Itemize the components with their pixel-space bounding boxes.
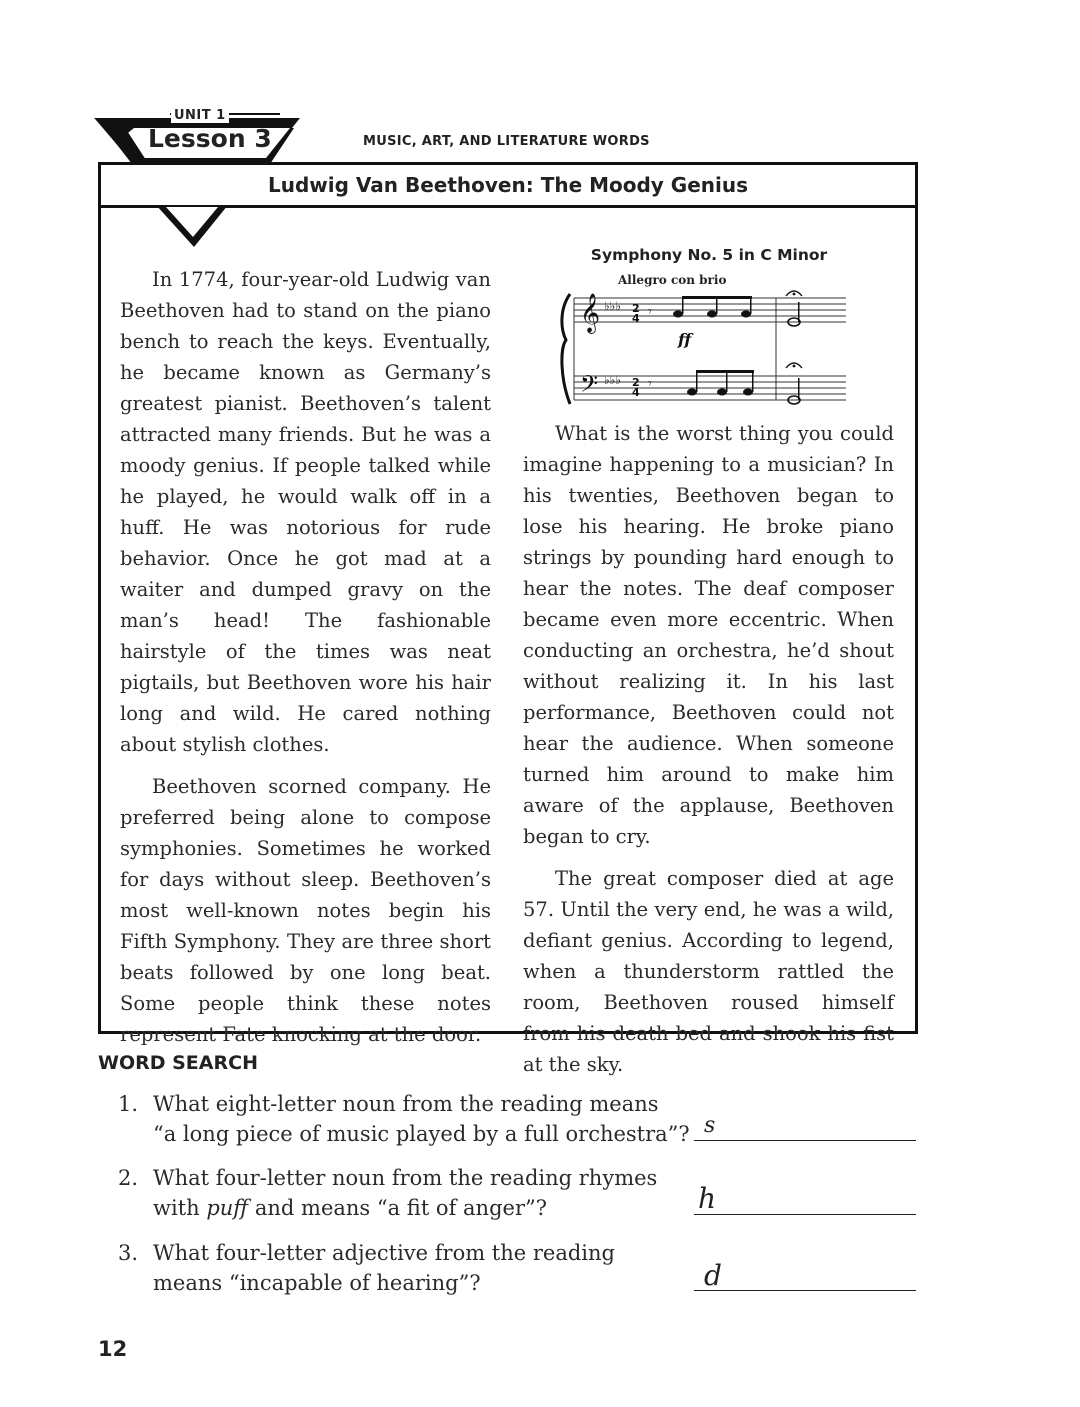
question-number: 1. <box>117 1092 138 1116</box>
question-1 <box>153 1089 716 1149</box>
svg-text:♭♭♭: ♭♭♭ <box>604 299 621 313</box>
music-score <box>560 288 850 410</box>
svg-text:♭♭♭: ♭♭♭ <box>604 373 621 387</box>
answer-hint: d <box>704 1259 722 1292</box>
question-line: “a long piece of music played by a full orchestra”? <box>153 1122 690 1146</box>
treble-clef-icon: 𝄞 <box>580 293 601 333</box>
paragraph: What is the worst thing you could imagine happening to a musician? In his twenties, Beethoven began to lose his hearing. He broke piano strings by pounding hard enough to hear the notes. The deaf composer became even more eccentric. When conducting an orchestra, he’d shout without realizing it. In his last performance, Beethoven could not hear the audience. When someone turned him around to make him aware of the applause, Beethoven began to cry. <box>523 422 894 848</box>
answer-hint: h <box>698 1182 717 1215</box>
answer-line-3[interactable] <box>694 1290 916 1291</box>
paragraph: In 1774, four-year-old Ludwig van Beethoven had to stand on the piano bench to reach the keys. Eventually, he became known as Germany’s greatest pianist. Beethoven’s talent attracted many friends. But he was a moody genius. If people talked while he played, he would walk off in a huff. He was notorious for rude behavior. Once he got mad at a waiter and dumped gravy on the man’s head! The fashionable hairstyle of the times was neat pigtails, but Beethoven wore his hair long and wild. He cared nothing about stylish clothes. <box>120 268 491 756</box>
question-line: What four-letter noun from the reading rhymes <box>153 1166 658 1190</box>
svg-text:4: 4 <box>632 386 640 399</box>
svg-text:2: 2 <box>632 376 640 389</box>
svg-text:2: 2 <box>632 302 640 315</box>
question-line: What four-letter adjective from the reading <box>153 1241 615 1265</box>
unit-label: UNIT 1 <box>171 108 229 123</box>
svg-text:𝄾: 𝄾 <box>648 304 652 320</box>
paragraph: Beethoven scorned company. He preferred being alone to compose symphonies. Sometimes he worked for days without sleep. Beethoven’s most well-known notes begin his Fifth Symphony. They are three short beats followed by one long beat. Some people think these notes represent Fate knocking at the door. <box>120 775 491 1046</box>
pointer-triangle <box>156 205 228 249</box>
category-label: MUSIC, ART, AND LITERATURE WORDS <box>363 134 650 149</box>
question-line: means “incapable of hearing”? <box>153 1271 481 1295</box>
dynamic-marking: ff <box>678 330 692 349</box>
article-right-column <box>523 418 894 1091</box>
svg-text:𝄾: 𝄾 <box>648 376 652 392</box>
question-2 <box>153 1163 713 1223</box>
question-3 <box>153 1238 713 1298</box>
answer-line-1[interactable] <box>694 1140 916 1141</box>
question-number: 3. <box>117 1241 138 1265</box>
music-title: Symphony No. 5 in C Minor <box>590 246 828 264</box>
lesson-label: Lesson 3 <box>148 124 272 153</box>
article-left-column <box>120 264 491 1061</box>
question-number: 2. <box>117 1166 138 1190</box>
question-line: with puff and means “a fit of anger”? <box>153 1196 547 1220</box>
bass-clef-icon: 𝄢 <box>580 370 599 403</box>
answer-line-2[interactable] <box>694 1214 916 1215</box>
paragraph: The great composer died at age 57. Until the very end, he was a wild, defiant genius. According to legend, when a thunderstorm rattled the room, Beethoven roused himself from his death bed and shook his fist at the sky. <box>523 867 894 1076</box>
music-tempo: Allegro con brio <box>618 273 727 287</box>
question-line: What eight-letter noun from the reading means <box>153 1092 659 1116</box>
page-number: 12 <box>98 1337 128 1361</box>
article-title: Ludwig Van Beethoven: The Moody Genius <box>267 173 749 197</box>
word-search-heading: WORD SEARCH <box>98 1052 258 1074</box>
svg-text:4: 4 <box>632 312 640 325</box>
answer-hint: s <box>704 1113 716 1138</box>
